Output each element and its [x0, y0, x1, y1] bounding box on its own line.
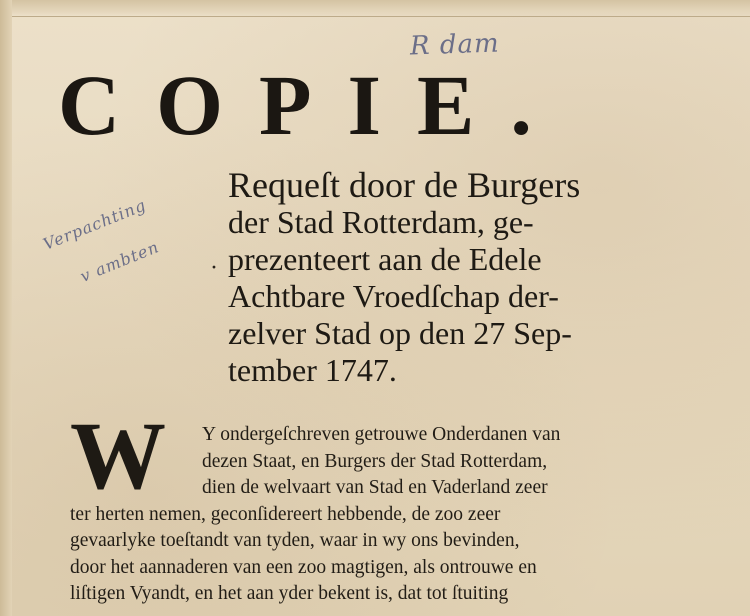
- request-heading: [228, 167, 668, 389]
- body-line: dezen Staat, en Burgers der Stad Rotterdam,: [202, 450, 548, 472]
- heading-line: Achtbare Vroedſchap der-: [228, 278, 559, 314]
- document-title: COPIE.: [58, 57, 568, 153]
- body-line: ter herten nemen, geconſidereert hebbende, de zoo zeer: [70, 503, 501, 525]
- heading-line: tember 1747.: [228, 352, 397, 388]
- body-line: door het aannaderen van een zoo magtigen, als ontrouwe en: [70, 556, 537, 578]
- heading-bullet: ·: [210, 255, 218, 281]
- page-top-edge: [0, 0, 750, 17]
- handwritten-margin-note-1: Verpachting: [40, 195, 149, 254]
- drop-cap: W: [70, 402, 166, 509]
- page-left-edge: [0, 0, 12, 616]
- body-line: liſtigen Vyandt, en het aan yder bekent is, dat tot ſtuiting: [70, 583, 509, 604]
- handwritten-margin-note-2: v ambten: [77, 237, 162, 286]
- body-line: Y ondergeſchreven getrouwe Onderdanen van: [202, 424, 561, 445]
- heading-line: der Stad Rotterdam, ge-: [228, 204, 534, 240]
- body-line: gevaarlyke toeſtandt van tyden, waar in wy ons bevinden,: [70, 530, 520, 551]
- body-text: [70, 422, 660, 608]
- handwritten-annotation-top: R dam: [409, 28, 501, 62]
- heading-line: zelver Stad op den 27 Sep-: [228, 315, 572, 351]
- heading-line: Requeſt door de Burgers: [228, 165, 581, 205]
- body-line: dien de welvaart van Stad en Vaderland zeer: [202, 477, 548, 498]
- heading-line: prezenteert aan de Edele: [228, 241, 542, 277]
